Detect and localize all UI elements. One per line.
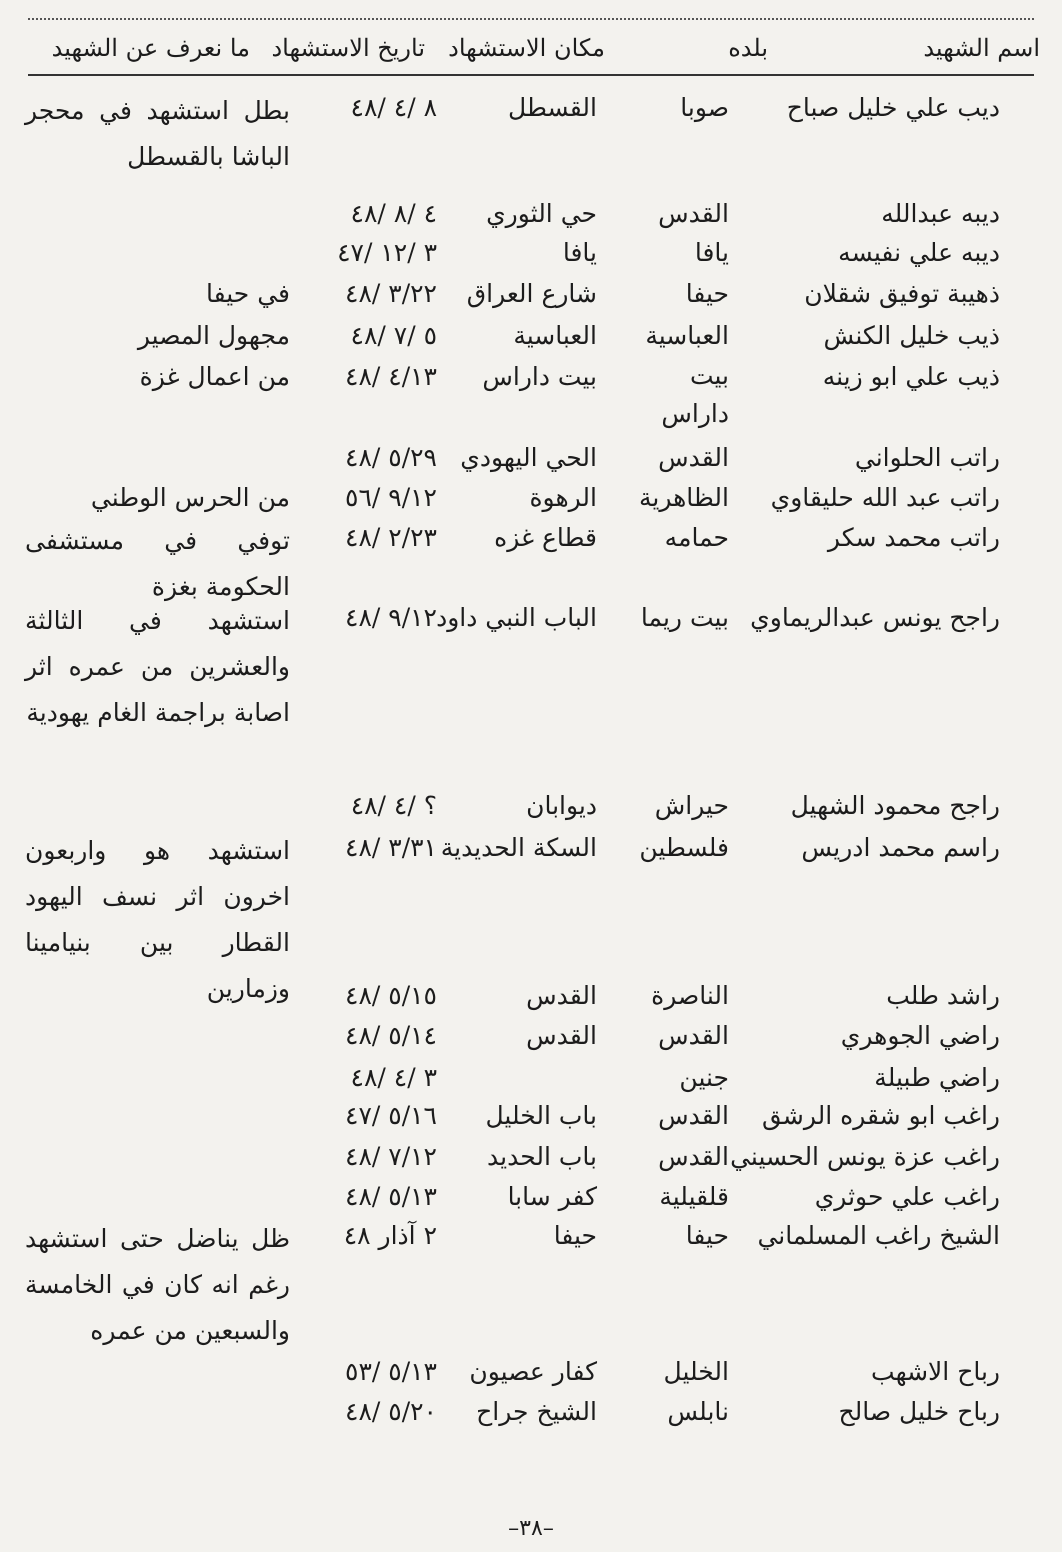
date-cell: ٣/٢٢ /٤٨ <box>345 279 437 308</box>
date-cell: ٥/١٦ /٤٧ <box>345 1101 437 1130</box>
town-cell: جنين <box>679 1063 729 1092</box>
place-cell: الشيخ جراح <box>476 1397 597 1426</box>
table-row <box>0 518 1062 601</box>
name-cell: ذيب خليل الكنش <box>823 321 1000 350</box>
notes-cell: استشهد هو واربعون اخرون اثر نسف اليهود القطار بين بنيامينا وزمارين <box>25 836 290 1003</box>
place-cell: شارع العراق <box>466 279 597 308</box>
header-place: مكان الاستشهاد <box>448 34 605 62</box>
name-cell: راغب عزة يونس الحسيني <box>730 1142 1000 1171</box>
name-cell: راغب ابو شقره الرشق <box>762 1101 1000 1130</box>
place-cell: الحي اليهودي <box>460 443 597 472</box>
date-cell: ٥/١٤ /٤٨ <box>345 1021 437 1050</box>
table-row <box>0 316 1062 356</box>
town-cell: الناصرة <box>651 981 729 1010</box>
place-cell: باب الخليل <box>485 1101 597 1130</box>
date-cell: ٤/١٣ /٤٨ <box>345 362 437 391</box>
notes-cell: من اعمال غزة <box>139 362 290 391</box>
date-cell: ٥ /٧ /٤٨ <box>350 321 437 350</box>
name-cell: راتب عبد الله حليقاوي <box>770 483 1000 512</box>
table-row <box>0 438 1062 478</box>
table-row <box>0 88 1062 171</box>
town-cell: القدس <box>658 199 729 228</box>
table-row <box>0 598 1062 727</box>
date-cell: ٤ /٨ /٤٨ <box>350 199 437 228</box>
name-cell: رباح خليل صالح <box>838 1397 1000 1426</box>
date-cell: ٨ /٤ /٤٨ <box>350 93 437 122</box>
table-row <box>0 1016 1062 1056</box>
notes-cell: من الحرس الوطني <box>90 483 290 512</box>
town-cell: بيت داراس <box>661 361 729 428</box>
place-cell: حيفا <box>553 1221 597 1250</box>
table-row <box>0 1352 1062 1392</box>
place-cell: القدس <box>526 981 597 1010</box>
header-date: تاريخ الاستشهاد <box>271 34 425 62</box>
table-row <box>0 786 1062 826</box>
table-row <box>0 357 1062 428</box>
name-cell: ديب علي خليل صباح <box>786 93 1000 122</box>
table-row <box>0 478 1062 518</box>
table-row <box>0 1216 1062 1345</box>
town-cell: بيت ريما <box>640 603 729 632</box>
place-cell: الرهوة <box>529 483 597 512</box>
date-cell: ٩/١٢ /٥٦ <box>345 483 437 512</box>
date-cell: ٥/١٣ /٤٨ <box>345 1182 437 1211</box>
date-cell: ٥/٢٩ /٤٨ <box>345 443 437 472</box>
notes-cell: في حيفا <box>206 279 290 308</box>
name-cell: راتب الحلواني <box>854 443 1000 472</box>
date-cell: ٧/١٢ /٤٨ <box>345 1142 437 1171</box>
table-row <box>0 1392 1062 1432</box>
notes-cell: استشهد في الثالثة والعشرين من عمره اثر اصابة براجمة الغام يهودية <box>25 606 290 727</box>
town-cell: حيفا <box>685 1221 729 1250</box>
date-cell: ٥/١٥ /٤٨ <box>345 981 437 1010</box>
town-cell: يافا <box>694 238 729 267</box>
name-cell: راضي الجوهري <box>840 1021 1000 1050</box>
place-cell: القدس <box>526 1021 597 1050</box>
notes-cell: توفي في مستشفى الحكومة بغزة <box>25 526 290 601</box>
notes-cell: بطل استشهد في محجر الباشا بالقسطل <box>25 96 290 171</box>
place-cell: يافا <box>562 238 597 267</box>
notes-cell: مجهول المصير <box>137 321 290 350</box>
town-cell: فلسطين <box>639 833 729 862</box>
town-cell: القدس <box>658 1142 729 1171</box>
town-cell: حيفا <box>685 279 729 308</box>
table-row <box>0 976 1062 1016</box>
date-cell: ٢/٢٣ /٤٨ <box>345 523 437 552</box>
page-number: –٣٨– <box>508 1516 554 1541</box>
name-cell: ديبه علي نفيسه <box>838 238 1000 267</box>
town-cell: الظاهرية <box>638 483 729 512</box>
town-cell: قلقيلية <box>659 1182 729 1211</box>
table-row <box>0 194 1062 234</box>
place-cell: الباب النبي داود <box>436 603 597 632</box>
name-cell: راتب محمد سكر <box>827 523 1000 552</box>
date-cell: ٢ آذار ٤٨ <box>343 1221 437 1250</box>
place-cell: باب الحديد <box>487 1142 597 1171</box>
table-row <box>0 1137 1062 1177</box>
place-cell: العباسية <box>513 321 597 350</box>
table-row <box>0 1058 1062 1098</box>
place-cell: القسطل <box>508 93 597 122</box>
place-cell: كفار عصيون <box>469 1357 597 1386</box>
name-cell: رباح الاشهب <box>871 1357 1000 1386</box>
place-cell: قطاع غزه <box>494 523 597 552</box>
name-cell: ذهيبة توفيق شقلان <box>804 279 1000 308</box>
date-cell: ٩/١٢ /٤٨ <box>345 603 437 632</box>
date-cell: ٣ /٤ /٤٨ <box>350 1063 437 1092</box>
header-town: بلده <box>728 34 768 62</box>
name-cell: راجح يونس عبدالريماوي <box>750 603 1000 632</box>
name-cell: ذيب علي ابو زينه <box>822 362 1000 391</box>
town-cell: القدس <box>658 1101 729 1130</box>
place-cell: ديوابان <box>526 791 597 820</box>
table-row <box>0 233 1062 273</box>
place-cell: السكة الحديدية <box>440 833 597 862</box>
place-cell: بيت داراس <box>482 362 597 391</box>
date-cell: ٥/٢٠ /٤٨ <box>345 1397 437 1426</box>
town-cell: الخليل <box>663 1357 729 1386</box>
table-row <box>0 274 1062 314</box>
date-cell: ٣ /١٢ /٤٧ <box>337 238 437 267</box>
town-cell: القدس <box>658 443 729 472</box>
place-cell: حي الثوري <box>486 199 597 228</box>
date-cell: ٥/١٣ /٥٣ <box>345 1357 437 1386</box>
name-cell: راشد طلب <box>886 981 1000 1010</box>
town-cell: القدس <box>658 1021 729 1050</box>
town-cell: نابلس <box>667 1397 729 1426</box>
name-cell: الشيخ راغب المسلماني <box>757 1221 1000 1250</box>
name-cell: راجح محمود الشهيل <box>790 791 1000 820</box>
town-cell: حيراش <box>654 791 729 820</box>
name-cell: راغب علي حوثري <box>814 1182 1000 1211</box>
place-cell: كفر سابا <box>507 1182 597 1211</box>
header-notes: ما نعرف عن الشهيد <box>51 34 250 62</box>
town-cell: صوبا <box>680 93 729 122</box>
name-cell: ديبه عبدالله <box>881 199 1000 228</box>
header-name: اسم الشهيد <box>923 34 1040 62</box>
name-cell: راسم محمد ادريس <box>801 833 1000 862</box>
table-row <box>0 1177 1062 1217</box>
table-row <box>0 1096 1062 1136</box>
notes-cell: ظل يناضل حتى استشهد رغم انه كان في الخامسة والسبعين من عمره <box>25 1224 290 1345</box>
town-cell: حمامه <box>664 523 729 552</box>
town-cell: العباسية <box>645 321 729 350</box>
date-cell: ٣/٣١ /٤٨ <box>345 833 437 862</box>
date-cell: ؟ /٤ /٤٨ <box>350 791 437 820</box>
name-cell: راضي طبيلة <box>874 1063 1000 1092</box>
